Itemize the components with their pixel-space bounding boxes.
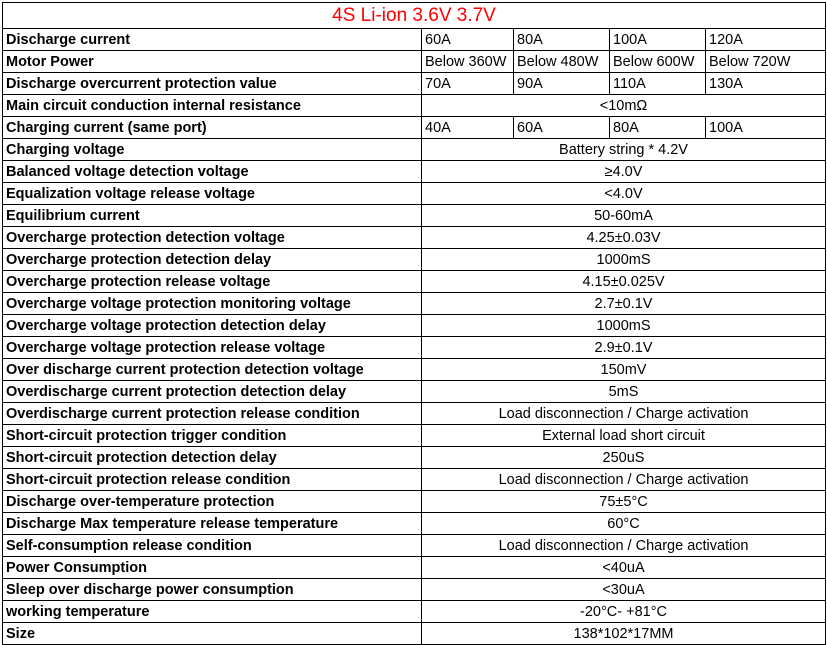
- cell-value: 100A: [706, 117, 826, 139]
- cell-value: Below 720W: [706, 51, 826, 73]
- cell-value: Below 600W: [610, 51, 706, 73]
- cell-value: 1000mS: [422, 315, 826, 337]
- cell-value: 100A: [610, 29, 706, 51]
- row-label: Balanced voltage detection voltage: [3, 161, 422, 183]
- table-row: [3, 403, 826, 425]
- table-row: [3, 557, 826, 579]
- table-row: [3, 359, 826, 381]
- table-title: 4S Li-ion 3.6V 3.7V: [3, 3, 826, 29]
- row-label: Overcharge voltage protection monitoring voltage: [3, 293, 422, 315]
- cell-value: -20°C- +81°C: [422, 601, 826, 623]
- table-row: [3, 579, 826, 601]
- table-row: [3, 535, 826, 557]
- table-row: [3, 139, 826, 161]
- row-label: Overdischarge current protection detection delay: [3, 381, 422, 403]
- cell-value: 120A: [706, 29, 826, 51]
- cell-value: 80A: [514, 29, 610, 51]
- cell-value: 4.15±0.025V: [422, 271, 826, 293]
- cell-value: Load disconnection / Charge activation: [422, 535, 826, 557]
- cell-value: 90A: [514, 73, 610, 95]
- table-row: [3, 271, 826, 293]
- table-row: [3, 623, 826, 645]
- table-row: [3, 95, 826, 117]
- table-row: [3, 425, 826, 447]
- cell-value: 60A: [422, 29, 514, 51]
- cell-value: 5mS: [422, 381, 826, 403]
- row-label: Discharge over-temperature protection: [3, 491, 422, 513]
- table-row: [3, 29, 826, 51]
- table-row: [3, 249, 826, 271]
- spec-table: [2, 2, 826, 645]
- row-label: Sleep over discharge power consumption: [3, 579, 422, 601]
- cell-value: 150mV: [422, 359, 826, 381]
- row-label: Charging current (same port): [3, 117, 422, 139]
- cell-value: 4.25±0.03V: [422, 227, 826, 249]
- cell-value: 138*102*17MM: [422, 623, 826, 645]
- cell-value: 110A: [610, 73, 706, 95]
- table-row: [3, 315, 826, 337]
- table-row: [3, 73, 826, 95]
- cell-value: 60A: [514, 117, 610, 139]
- cell-value: 50-60mA: [422, 205, 826, 227]
- row-label: Overdischarge current protection release condition: [3, 403, 422, 425]
- cell-value: 2.7±0.1V: [422, 293, 826, 315]
- table-row: [3, 227, 826, 249]
- cell-value: <10mΩ: [422, 95, 826, 117]
- table-row: [3, 337, 826, 359]
- cell-value: 130A: [706, 73, 826, 95]
- title-row: [3, 3, 826, 29]
- row-label: Discharge overcurrent protection value: [3, 73, 422, 95]
- cell-value: <30uA: [422, 579, 826, 601]
- row-label: Overcharge protection detection voltage: [3, 227, 422, 249]
- table-row: [3, 469, 826, 491]
- row-label: Overcharge protection detection delay: [3, 249, 422, 271]
- cell-value: <4.0V: [422, 183, 826, 205]
- cell-value: <40uA: [422, 557, 826, 579]
- table-row: [3, 205, 826, 227]
- cell-value: External load short circuit: [422, 425, 826, 447]
- table-row: [3, 381, 826, 403]
- row-label: Charging voltage: [3, 139, 422, 161]
- table-row: [3, 161, 826, 183]
- cell-value: 75±5°C: [422, 491, 826, 513]
- cell-value: 80A: [610, 117, 706, 139]
- row-label: Self-consumption release condition: [3, 535, 422, 557]
- cell-value: 70A: [422, 73, 514, 95]
- row-label: Size: [3, 623, 422, 645]
- row-label: Over discharge current protection detection voltage: [3, 359, 422, 381]
- table-row: [3, 513, 826, 535]
- row-label: Overcharge voltage protection detection delay: [3, 315, 422, 337]
- row-label: Overcharge voltage protection release voltage: [3, 337, 422, 359]
- cell-value: 2.9±0.1V: [422, 337, 826, 359]
- cell-value: 1000mS: [422, 249, 826, 271]
- row-label: Equalization voltage release voltage: [3, 183, 422, 205]
- table-row: [3, 293, 826, 315]
- cell-value: Battery string * 4.2V: [422, 139, 826, 161]
- row-label: Discharge current: [3, 29, 422, 51]
- table-row: [3, 491, 826, 513]
- table-row: [3, 51, 826, 73]
- cell-value: Below 360W: [422, 51, 514, 73]
- cell-value: 60°C: [422, 513, 826, 535]
- row-label: working temperature: [3, 601, 422, 623]
- cell-value: Load disconnection / Charge activation: [422, 469, 826, 491]
- cell-value: ≥4.0V: [422, 161, 826, 183]
- row-label: Discharge Max temperature release temperature: [3, 513, 422, 535]
- table-row: [3, 447, 826, 469]
- cell-value: Below 480W: [514, 51, 610, 73]
- row-label: Overcharge protection release voltage: [3, 271, 422, 293]
- table-row: [3, 183, 826, 205]
- table-row: [3, 601, 826, 623]
- row-label: Motor Power: [3, 51, 422, 73]
- row-label: Power Consumption: [3, 557, 422, 579]
- cell-value: 250uS: [422, 447, 826, 469]
- cell-value: Load disconnection / Charge activation: [422, 403, 826, 425]
- row-label: Equilibrium current: [3, 205, 422, 227]
- row-label: Main circuit conduction internal resistance: [3, 95, 422, 117]
- cell-value: 40A: [422, 117, 514, 139]
- row-label: Short-circuit protection detection delay: [3, 447, 422, 469]
- row-label: Short-circuit protection release condition: [3, 469, 422, 491]
- table-row: [3, 117, 826, 139]
- row-label: Short-circuit protection trigger condition: [3, 425, 422, 447]
